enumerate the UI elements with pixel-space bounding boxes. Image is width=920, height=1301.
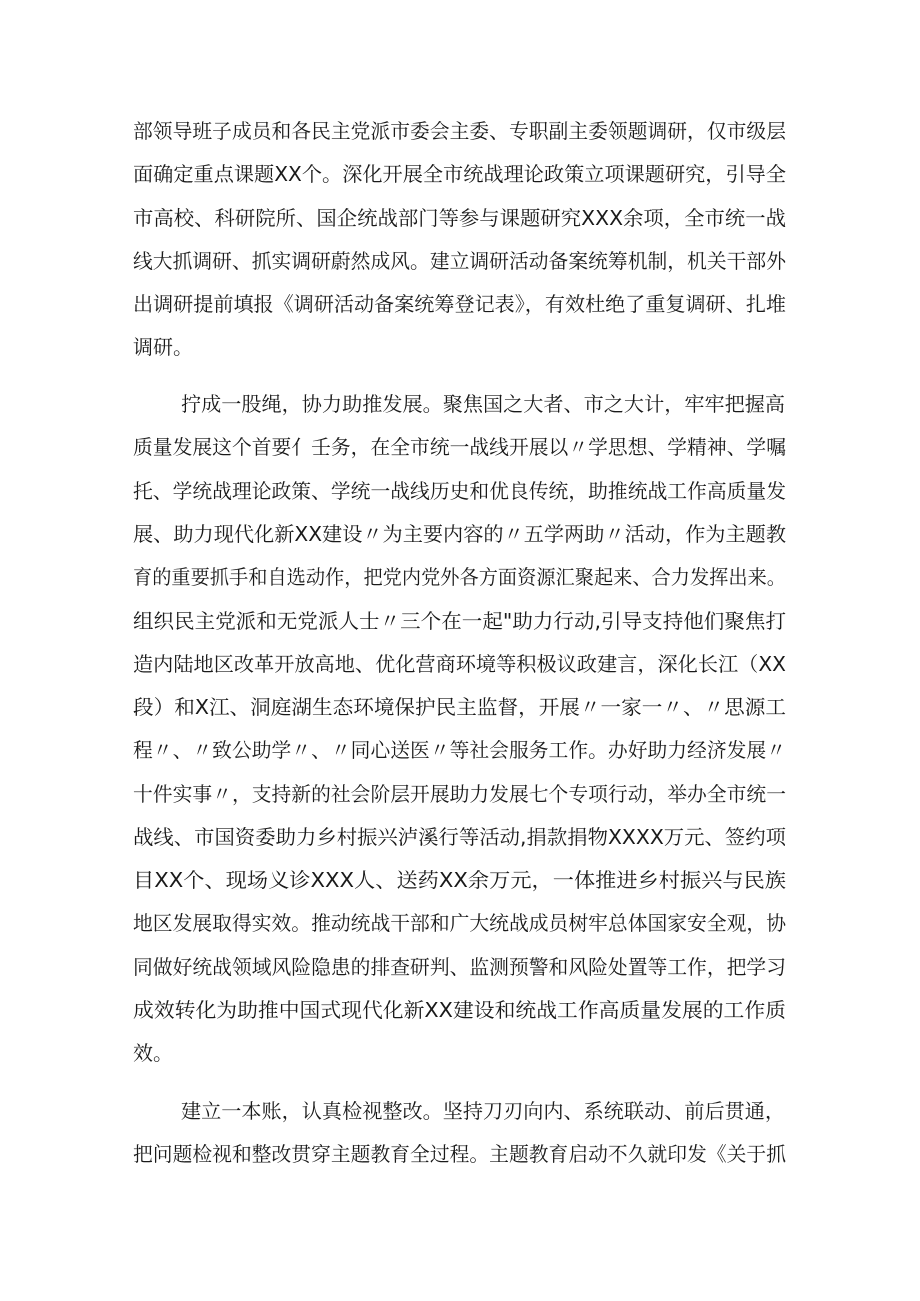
text-line: 质量发展这个首要亻壬务，在全市统一战线开展以〃学思想、学精神、学嘱	[133, 435, 786, 459]
text-line: 十件实事〃，支持新的社会阶层开展助力发展七个专项行动，举办全市统一	[133, 782, 786, 806]
text-line: 段）和X江、洞庭湖生态环境保护民主监督，开展〃一家一〃、〃思源工	[133, 695, 786, 719]
text-line: 同做好统战领域风险隐患的排查研判、监测预警和风险处置等工作，把学习	[133, 955, 786, 979]
text-line: 程〃、〃致公助学〃、〃同心送医〃等社会服务工作。办好助力经济发展〃	[133, 738, 786, 762]
text-line: 成效转化为助推中国式现代化新XX建设和统战工作高质量发展的工作质	[133, 998, 786, 1022]
text-line: 造内陆地区改革开放高地、优化营商环境等积极议政建言，深化长江（XX	[133, 652, 786, 676]
text-line: 调研。	[133, 335, 193, 359]
text-line: 托、学统战理论政策、学统一战线历史和优良传统，助推统战工作高质量发	[133, 479, 786, 503]
text-line: 建立一本账，认真检视整改。坚持刀刃向内、系统联动、前后贯通，	[181, 1099, 785, 1123]
text-line: 线大抓调研、抓实调研蔚然成风。建立调研活动备案统筹机制，机关干部外	[133, 249, 786, 273]
text-line: 展、助力现代化新XX建设〃为主要内容的〃五学两助〃活动，作为主题教	[133, 522, 786, 546]
text-line: 目XX个、现场义诊XXX人、送药XX余万元，一体推进乡村振兴与民族	[133, 868, 786, 892]
text-line: 效。	[133, 1041, 173, 1065]
text-line: 地区发展取得实效。推动统战干部和广大统战成员树牢总体国家安全观，协	[133, 911, 786, 935]
text-line: 战线、市国资委助力乡村振兴泸溪行等活动,捐款捐物XXXX万元、签约项	[133, 825, 786, 849]
text-line: 部领导班子成员和各民主党派市委会主委、专职副主委领题调研，仅市级层	[133, 119, 786, 143]
text-line: 出调研提前填报《调研活动备案统筹登记表》，有效杜绝了重复调研、扎堆	[133, 292, 786, 316]
text-line: 把问题检视和整改贯穿主题教育全过程。主题教育启动不久就印发《关于抓	[133, 1142, 786, 1166]
text-line: 市高校、科研院所、国企统战部门等参与课题研究XXX余项，全市统一战	[133, 206, 786, 230]
text-line: 面确定重点课题XX个。深化开展全市统战理论政策立项课题研究，引导全	[133, 162, 786, 186]
text-line: 拧成一股绳，协力助推发展。聚焦国之大者、市之大计，牢牢把握高	[181, 392, 785, 416]
text-line: 育的重要抓手和自选动作，把党内党外各方面资源汇聚起来、合力发挥出来。	[133, 565, 786, 589]
text-line: 组织民主党派和无党派人士〃三个在一起"助力行动,引导支持他们聚焦打	[133, 609, 787, 633]
